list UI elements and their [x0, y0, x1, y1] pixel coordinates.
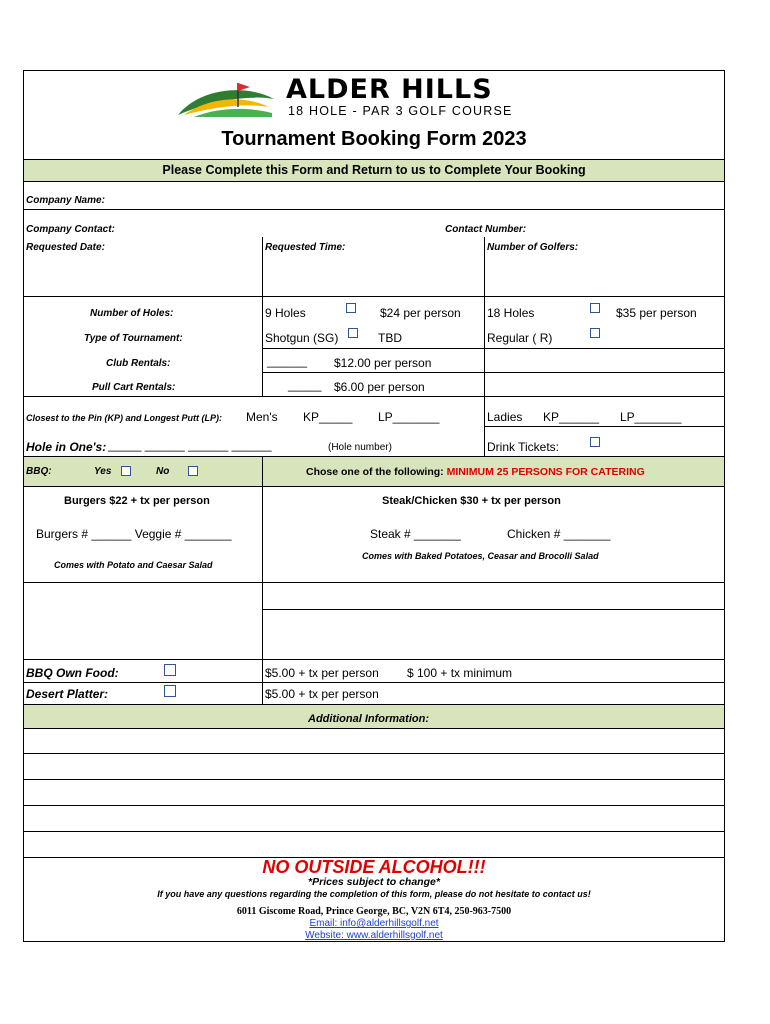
additional-line-1[interactable] — [24, 753, 724, 754]
questions-note: If you have any questions regarding the completion of this form, please do not hesitate to contact us! — [157, 889, 591, 899]
kp-lp-label: Closest to the Pin (KP) and Longest Putt (LP): — [26, 413, 222, 423]
contact-number-label: Contact Number: — [445, 224, 527, 235]
page-title: Tournament Booking Form 2023 — [221, 128, 527, 150]
hole-in-one-fields[interactable]: _____ ______ ______ ______ — [108, 438, 272, 452]
bbq-own-food-checkbox[interactable] — [164, 664, 176, 676]
drink-tickets-label: Drink Tickets: — [487, 440, 560, 454]
requested-date-label: Requested Date: — [26, 242, 105, 253]
ladies-kp-field[interactable]: KP______ — [543, 410, 600, 424]
mens-lp-field[interactable]: LP_______ — [378, 410, 440, 424]
hole-number-hint: (Hole number) — [328, 442, 392, 453]
pull-cart-qty[interactable]: _____ — [288, 378, 322, 392]
brand-tagline: 18 HOLE - PAR 3 GOLF COURSE — [288, 104, 513, 118]
steak-count-field[interactable]: Steak # _______ — [370, 527, 461, 541]
mens-label: Men's — [246, 410, 278, 424]
bbq-yes-checkbox[interactable] — [121, 466, 131, 476]
regular-option: Regular ( R) — [487, 331, 553, 345]
additional-info-label: Additional Information: — [308, 713, 429, 725]
holes-9-option: 9 Holes — [265, 306, 306, 320]
additional-line-2[interactable] — [24, 779, 724, 780]
desert-platter-label: Desert Platter: — [26, 687, 109, 701]
additional-line-3[interactable] — [24, 805, 724, 806]
pull-cart-label: Pull Cart Rentals: — [92, 382, 176, 393]
bbq-no-label: No — [156, 466, 170, 477]
requested-time-label: Requested Time: — [265, 242, 346, 253]
club-rentals-price: $12.00 per person — [334, 356, 432, 370]
catering-minimum-note: MINIMUM 25 PERSONS FOR CATERING — [446, 466, 645, 478]
form-banner: Please Complete this Form and Return to us to Complete Your Booking — [162, 163, 586, 177]
choose-one-label: Chose one of the following: — [306, 466, 444, 478]
website-link[interactable]: Website: www.alderhillsgolf.net — [305, 930, 443, 941]
address-line: 6011 Giscome Road, Prince George, BC, V2N 6T4, 250-963-7500 — [236, 906, 512, 917]
steak-chicken-price: Steak/Chicken $30 + tx per person — [382, 495, 561, 507]
club-rentals-label: Club Rentals: — [106, 358, 171, 369]
chicken-count-field[interactable]: Chicken # _______ — [507, 527, 611, 541]
company-name-label: Company Name: — [26, 195, 105, 206]
club-rentals-qty[interactable]: ______ — [267, 354, 308, 368]
burgers-price: Burgers $22 + tx per person — [64, 495, 210, 507]
drink-tickets-checkbox[interactable] — [590, 437, 600, 447]
email-link[interactable]: Email: info@alderhillsgolf.net — [309, 918, 439, 929]
mens-kp-field[interactable]: KP_____ — [303, 410, 353, 424]
golf-logo — [174, 77, 284, 119]
steak-side-note: Comes with Baked Potatoes, Ceasar and Brocolli Salad — [362, 551, 599, 561]
ladies-lp-field[interactable]: LP_______ — [620, 410, 682, 424]
number-of-golfers-label: Number of Golfers: — [487, 242, 579, 253]
catering-choice — [306, 465, 645, 479]
prices-note: *Prices subject to change* — [308, 876, 440, 888]
ladies-label: Ladies — [487, 410, 523, 424]
regular-checkbox[interactable] — [590, 328, 600, 338]
burgers-side-note: Comes with Potato and Caesar Salad — [54, 560, 213, 570]
holes-9-checkbox[interactable] — [346, 303, 356, 313]
booking-form — [23, 70, 725, 942]
own-food-price: $5.00 + tx per person — [265, 666, 379, 680]
bbq-no-checkbox[interactable] — [188, 466, 198, 476]
holes-9-price: $24 per person — [380, 306, 461, 320]
bbq-own-food-label: BBQ Own Food: — [26, 666, 119, 680]
holes-18-option: 18 Holes — [487, 306, 535, 320]
desert-platter-price: $5.00 + tx per person — [265, 687, 379, 701]
own-food-minimum: $ 100 + tx minimum — [407, 666, 513, 680]
holes-label: Number of Holes: — [90, 308, 174, 319]
tbd-option: TBD — [378, 331, 402, 345]
company-contact-label: Company Contact: — [26, 224, 115, 235]
additional-line-4[interactable] — [24, 831, 724, 832]
shotgun-checkbox[interactable] — [348, 328, 358, 338]
shotgun-option: Shotgun (SG) — [265, 331, 339, 345]
holes-18-price: $35 per person — [616, 306, 697, 320]
golf-course-icon — [174, 77, 284, 119]
bbq-yes-label: Yes — [94, 466, 112, 477]
tournament-type-label: Type of Tournament: — [84, 333, 183, 344]
burgers-count-field[interactable]: Burgers # ______ Veggie # _______ — [36, 527, 232, 541]
no-alcohol-notice: NO OUTSIDE ALCOHOL!!! — [262, 857, 486, 877]
pull-cart-price: $6.00 per person — [334, 380, 425, 394]
desert-platter-checkbox[interactable] — [164, 685, 176, 697]
brand-name: ALDER HILLS — [286, 74, 493, 105]
bbq-label: BBQ: — [26, 466, 52, 477]
hole-in-one-label: Hole in One's: — [26, 440, 107, 454]
holes-18-checkbox[interactable] — [590, 303, 600, 313]
